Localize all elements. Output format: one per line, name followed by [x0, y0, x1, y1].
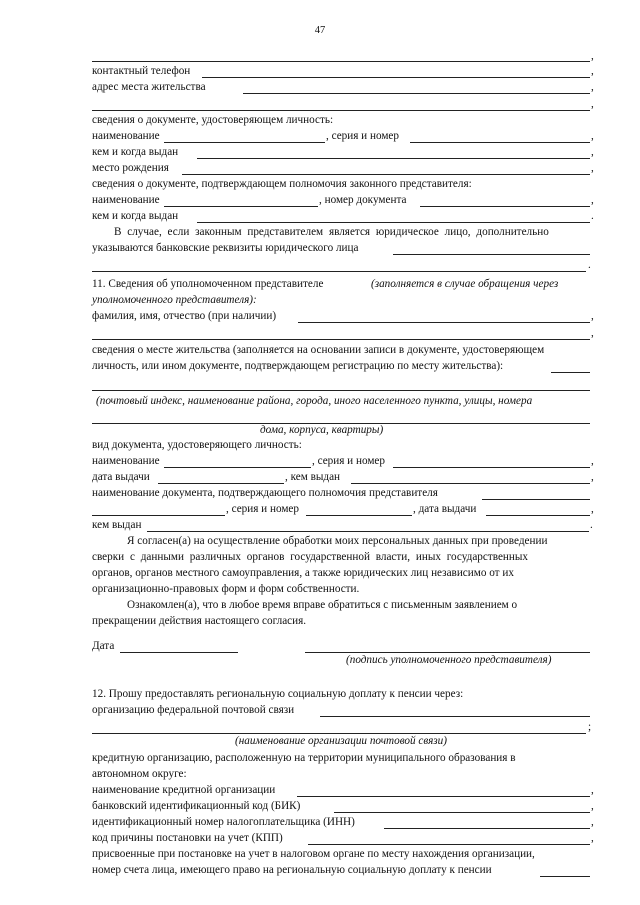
punct-comma: ,: [591, 81, 594, 93]
label-series-number: , серия и номер: [312, 455, 385, 467]
text-residence-2: личность, или ином документе, подтверждающем регистрацию по месту жительства):: [92, 360, 504, 372]
field-rep-auth-series[interactable]: [306, 515, 412, 516]
punct-comma: ,: [591, 503, 594, 515]
field-post-org-cont[interactable]: [92, 733, 586, 734]
hint-signature: (подпись уполномоченного представителя): [346, 654, 552, 666]
field-rep-auth-doc[interactable]: [482, 499, 590, 500]
punct-period: .: [590, 519, 593, 531]
text-consent-2: сверки с данными различных органов государственной власти, иных государственных: [92, 551, 528, 563]
punct-comma: ,: [591, 310, 594, 322]
field-residence-cont[interactable]: [92, 390, 590, 391]
label-fio: фамилия, имя, отчество (при наличии): [92, 310, 277, 322]
field-rep-auth-issued-by[interactable]: [147, 531, 589, 532]
label-kpp: код причины постановки на учет (КПП): [92, 832, 283, 844]
punct-comma: ,: [591, 784, 594, 796]
label-name: наименование: [92, 194, 160, 206]
text-aware-2: прекращении действия настоящего согласия.: [92, 615, 307, 627]
field-doc-name[interactable]: [164, 142, 325, 143]
punct-period: .: [591, 210, 594, 222]
text-assigned-1: присвоенные при постановке на учет в налоговом органе по месту нахождения организации,: [92, 848, 535, 860]
punct-comma: ,: [591, 832, 594, 844]
label-birthplace: место рождения: [92, 162, 169, 174]
section-11-title: 11. Сведения об уполномоченном представителе: [92, 278, 324, 290]
hint-address-2: дома, корпуса, квартиры): [260, 424, 384, 436]
label-series-number: , серия и номер: [326, 130, 399, 142]
label-rep-doc-header: сведения о документе, подтверждающем полномочия законного представителя:: [92, 178, 472, 190]
label-name: наименование: [92, 455, 160, 467]
text-consent-4: организационно-правовых форм и форм собственности.: [92, 583, 360, 595]
field-rep-doc-name[interactable]: [164, 206, 318, 207]
label-issued-by-when: кем и когда выдан: [92, 146, 179, 158]
text-assigned-2: номер счета лица, имеющего право на региональную социальную доплату к пенсии: [92, 864, 492, 876]
punct-comma: ,: [591, 471, 594, 483]
punct-comma: ,: [591, 146, 594, 158]
label-date: Дата: [92, 640, 115, 652]
field-issue-date[interactable]: [158, 483, 284, 484]
blank-line[interactable]: [92, 61, 590, 62]
field-address-cont[interactable]: [92, 110, 590, 111]
punct-comma: ,: [591, 50, 594, 62]
field-birthplace[interactable]: [182, 174, 590, 175]
field-phone[interactable]: [202, 77, 590, 78]
text-residence-1: сведения о месте жительства (заполняется на основании записи в документе, удостоверяющем: [92, 344, 545, 356]
label-issued-by: кем выдан: [92, 519, 142, 531]
field-rep-issued-by-when[interactable]: [197, 222, 590, 223]
label-bik: банковский идентификационный код (БИК): [92, 800, 301, 812]
hint-address-1: (почтовый индекс, наименование района, города, иного населенного пункта, улицы, номера: [96, 395, 533, 407]
section-11-note-cont: уполномоченного представителя):: [92, 294, 257, 306]
page-number: 47: [314, 25, 326, 36]
field-bank-details-cont[interactable]: [92, 271, 586, 272]
field-address[interactable]: [243, 93, 590, 94]
punct-comma: ,: [591, 816, 594, 828]
section-12-title: 12. Прошу предоставлять региональную социальную доплату к пенсии через:: [92, 688, 464, 700]
label-issued-by-when: кем и когда выдан: [92, 210, 179, 222]
field-bank-details[interactable]: [393, 254, 590, 255]
label-phone: контактный телефон: [92, 65, 191, 77]
text-consent-3: органов, органов местного самоуправления, а также юридических лиц независимо от их: [92, 567, 514, 579]
label-credit-name: наименование кредитной организации: [92, 784, 276, 796]
punct-comma: ,: [591, 194, 594, 206]
punct-comma: ,: [591, 455, 594, 467]
punct-comma: ,: [591, 327, 594, 339]
field-fio[interactable]: [298, 322, 590, 323]
hint-post-org: (наименование организации почтовой связи): [235, 735, 447, 747]
field-rep-id-name[interactable]: [164, 467, 311, 468]
label-series-number: , серия и номер: [226, 503, 299, 515]
label-issued-by: , кем выдан: [285, 471, 341, 483]
section-11-note: (заполняется в случае обращения через: [371, 278, 559, 290]
punct-semicolon: ;: [588, 721, 592, 733]
field-inn[interactable]: [384, 828, 590, 829]
field-kpp[interactable]: [308, 844, 590, 845]
text-credit-2: автономном округе:: [92, 768, 187, 780]
label-address: адрес места жительства: [92, 81, 206, 93]
label-issue-date: , дата выдачи: [413, 503, 477, 515]
field-rep-auth-doc-cont[interactable]: [92, 515, 225, 516]
text-legal-entity-2: указываются банковские реквизиты юридического лица: [92, 242, 359, 254]
text-consent-1: Я согласен(а) на осуществление обработки моих персональных данных при проведении: [127, 535, 548, 547]
field-credit-name[interactable]: [297, 796, 590, 797]
label-issue-date: дата выдачи: [92, 471, 150, 483]
field-residence[interactable]: [551, 372, 590, 373]
field-signature[interactable]: [305, 652, 590, 653]
label-rep-doc-name: наименование документа, подтверждающего полномочия представителя: [92, 487, 438, 499]
field-issued-by-when[interactable]: [197, 158, 590, 159]
field-fio-cont[interactable]: [92, 339, 590, 340]
punct-period: .: [588, 259, 591, 271]
text-aware-1: Ознакомлен(а), что в любое время вправе обратиться с письменным заявлением о: [127, 599, 518, 611]
field-bik[interactable]: [334, 812, 590, 813]
label-doc-number: , номер документа: [319, 194, 407, 206]
punct-comma: ,: [591, 130, 594, 142]
field-rep-series-number[interactable]: [393, 467, 590, 468]
label-inn: идентификационный номер налогоплательщика (ИНН): [92, 816, 355, 828]
text-credit-1: кредитную организацию, расположенную на территории муниципального образования в: [92, 752, 516, 764]
punct-comma: ,: [591, 65, 594, 77]
label-id-doc-header: сведения о документе, удостоверяющем личность:: [92, 114, 334, 126]
field-issued-by[interactable]: [351, 483, 590, 484]
field-rep-auth-date[interactable]: [486, 515, 590, 516]
punct-comma: ,: [591, 162, 594, 174]
text-legal-entity-1: В случае, если законным представителем является юридическое лицо, дополнительно: [114, 226, 549, 238]
field-account-number[interactable]: [540, 876, 590, 877]
field-date[interactable]: [120, 652, 238, 653]
field-post-org[interactable]: [320, 716, 590, 717]
label-id-doc-type: вид документа, удостоверяющего личность:: [92, 439, 302, 451]
label-name: наименование: [92, 130, 160, 142]
label-post-org: организацию федеральной почтовой связи: [92, 704, 295, 716]
punct-comma: ,: [591, 800, 594, 812]
punct-comma: ,: [591, 98, 594, 110]
field-rep-doc-number[interactable]: [420, 206, 590, 207]
field-series-number[interactable]: [410, 142, 590, 143]
